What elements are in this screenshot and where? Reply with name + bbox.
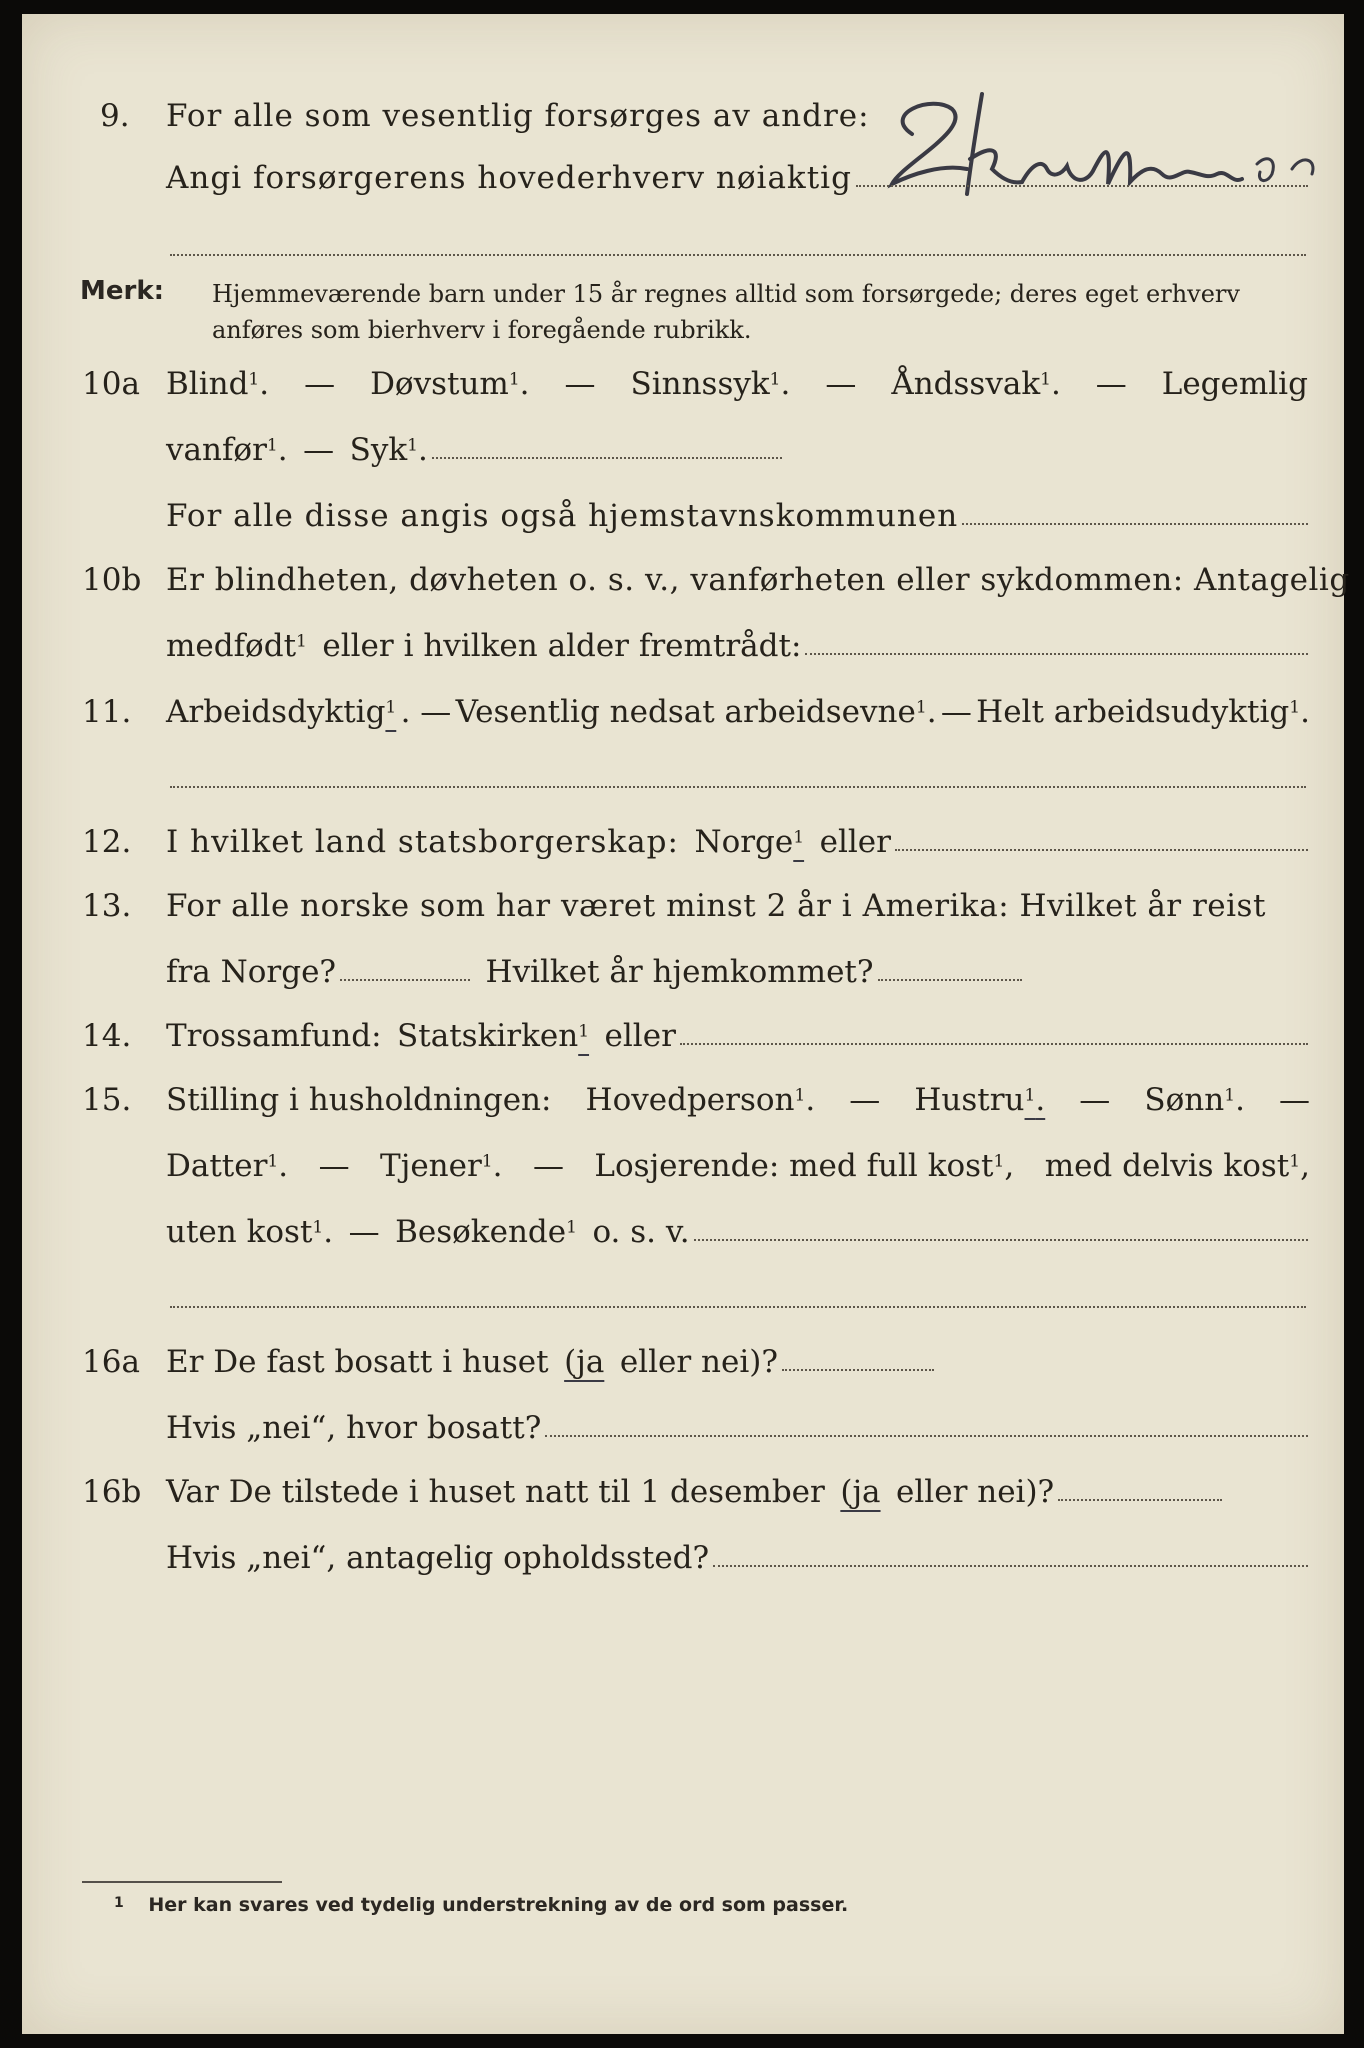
- footnote-text: Her kan svares ved tydelig understrekning av de ord som passer.: [148, 1894, 849, 1916]
- q16b-opholdssted-label: Hvis „nei“, antagelig opholdssted?: [166, 1540, 710, 1576]
- merk-label: Merk:: [80, 276, 165, 306]
- opt-udyktig: Helt arbeidsudyktig$^1$.: [976, 694, 1310, 730]
- opt-legemlig: Legemlig: [1161, 366, 1308, 402]
- footnote-rule: [82, 1881, 282, 1883]
- q11-number: 11.: [82, 694, 132, 730]
- opt-nedsat: Vesentlig nedsat arbeidsevne$^1$.: [455, 694, 937, 730]
- q16a-bosatt-label: Hvis „nei“, hvor bosatt?: [166, 1410, 542, 1446]
- q16a-bosatt-field[interactable]: [545, 1435, 1308, 1437]
- q16b-text: Var De tilstede i huset natt til 1 desember: [166, 1474, 825, 1510]
- census-form-page: [22, 14, 1350, 2034]
- q9-text-2: Angi forsørgerens hovederhverv nøiaktig: [166, 160, 852, 196]
- opt-vanfor: vanfør$^1$.: [166, 432, 288, 468]
- q14-number: 14.: [82, 1018, 132, 1054]
- q12-line: [22, 824, 1308, 874]
- q13-hjemkommet-label: Hvilket år hjemkommet?: [485, 954, 874, 990]
- q10b-alder-label: eller i hvilken alder fremtrådt:: [322, 628, 802, 664]
- q10b-line2: [22, 628, 1308, 678]
- footnote: [114, 1894, 848, 1916]
- q13-number: 13.: [82, 888, 132, 924]
- opt-andssvak: Åndssvak$^1$.: [891, 366, 1061, 402]
- q11-line: 11. Arbeidsdyktig$^1$ . — Vesentlig nedsat arbeidsevne$^1$. — Helt arbeidsudyktig$^1$.: [82, 694, 1310, 730]
- q9-number: 9.: [100, 98, 130, 134]
- opt-norge[interactable]: Norge$^1$: [694, 824, 805, 860]
- opt-medfodt: medfødt$^1$: [166, 628, 307, 664]
- q15-number: 15.: [82, 1082, 132, 1118]
- q10b-line1: [22, 562, 1350, 612]
- q15-label: Stilling i husholdningen:: [166, 1082, 552, 1118]
- q10b-number: 10b: [82, 562, 142, 598]
- q12-tail: eller: [819, 824, 891, 860]
- q10a-hjemstavn-label: For alle disse angis også hjemstavnskommunen: [166, 498, 959, 534]
- q15-line1: 15. Stilling i husholdningen: Hovedperson$^1$. — Hustru$^1$. — Sønn$^1$. —: [82, 1082, 1310, 1118]
- q9-extra-line[interactable]: [170, 254, 1306, 256]
- q13-line2: [22, 954, 1022, 1004]
- footnote-mark: 1: [114, 1895, 124, 1911]
- opt-arbeidsdyktig[interactable]: Arbeidsdyktig$^1$: [166, 694, 397, 730]
- merk-note: [22, 276, 1312, 356]
- q10b-answer-field[interactable]: [805, 653, 1308, 655]
- q10a-line1: 10a Blind$^1$. — Døvstum$^1$. — Sinnssyk$^1$. — Åndssvak$^1$. — Legemlig: [82, 366, 1308, 402]
- q16a-text: Er De fast bosatt i huset: [166, 1344, 549, 1380]
- q10a-answer-field[interactable]: [432, 457, 782, 459]
- q16b-answer-field[interactable]: [1058, 1499, 1222, 1501]
- opt-statskirken[interactable]: Statskirken$^1$: [397, 1018, 590, 1054]
- merk-text: Hjemmeværende barn under 15 år regnes alltid som forsørgede; deres eget erhverv anføres som bierhverv i foregående rubrikk.: [212, 280, 1240, 344]
- q12-label: I hvilket land statsborgerskap:: [166, 824, 679, 860]
- q10a-line3: [22, 498, 1308, 548]
- q16b-line2: [22, 1540, 1308, 1590]
- q11-extra-line[interactable]: [170, 786, 1306, 788]
- q15-line3: uten kost$^1$. — Besøkende$^1$ o. s. v.: [22, 1214, 1308, 1264]
- q9-answer-field[interactable]: [856, 185, 1308, 187]
- q15-osv: o. s. v.: [592, 1214, 690, 1250]
- q16a-number: 16a: [82, 1344, 140, 1380]
- q15-extra-line[interactable]: [170, 1306, 1306, 1308]
- q14-tail: eller: [604, 1018, 676, 1054]
- opt-blind: Blind$^1$.: [166, 366, 270, 402]
- q14-answer-field[interactable]: [680, 1043, 1308, 1045]
- q16a-text-2: eller nei)?: [619, 1344, 778, 1380]
- opt-dovstum: Døvstum$^1$.: [370, 366, 530, 402]
- q9-text: For alle som vesentlig forsørges av andre:: [166, 98, 870, 134]
- opt-16b-ja[interactable]: (ja: [840, 1474, 881, 1510]
- q15-answer-field[interactable]: [694, 1239, 1308, 1241]
- q12-number: 12.: [82, 824, 132, 860]
- opt-tjener: Tjener$^1$.: [380, 1148, 503, 1184]
- q12-answer-field[interactable]: [895, 849, 1308, 851]
- q10a-number: 10a: [82, 366, 140, 402]
- opt-besokende: Besøkende$^1$: [395, 1214, 577, 1250]
- q9-line2: [22, 160, 1308, 210]
- q13-reist-field[interactable]: [340, 979, 470, 981]
- q10a-hjemstavn-field[interactable]: [962, 523, 1308, 525]
- opt-syk: Syk$^1$.: [349, 432, 428, 468]
- q16b-number: 16b: [82, 1474, 142, 1510]
- opt-hustru[interactable]: Hustru$^1$.: [914, 1082, 1046, 1118]
- q15-line2: Datter$^1$. — Tjener$^1$. — Losjerende: med full kost$^1$, med delvis kost$^1$,: [166, 1148, 1310, 1184]
- q13-hjemkommet-field[interactable]: [878, 979, 1022, 981]
- q13-reist-label: fra Norge?: [166, 954, 337, 990]
- opt-datter: Datter$^1$.: [166, 1148, 289, 1184]
- opt-losjerende-full: Losjerende: med full kost$^1$,: [594, 1148, 1015, 1184]
- q13-line1: [22, 888, 1308, 938]
- q16b-line1: [22, 1474, 1222, 1524]
- opt-16a-ja[interactable]: (ja: [564, 1344, 605, 1380]
- q16a-answer-field[interactable]: [782, 1369, 934, 1371]
- q10a-line2: vanfør$^1$. — Syk$^1$.: [22, 432, 782, 482]
- q14-label: Trossamfund:: [166, 1018, 382, 1054]
- q10b-text: Er blindheten, døvheten o. s. v., vanførheten eller sykdommen: Antagelig: [166, 562, 1350, 598]
- opt-uten-kost: uten kost$^1$.: [166, 1214, 334, 1250]
- opt-sonn: Sønn$^1$.: [1144, 1082, 1245, 1118]
- opt-hovedperson: Hovedperson$^1$.: [585, 1082, 816, 1118]
- q16b-opholdssted-field[interactable]: [713, 1565, 1308, 1567]
- q16a-line2: [22, 1410, 1308, 1460]
- q16b-text-2: eller nei)?: [896, 1474, 1055, 1510]
- q16a-line1: [22, 1344, 934, 1394]
- q9-line1: [22, 98, 1302, 148]
- q14-line: [22, 1018, 1308, 1068]
- opt-delvis-kost: med delvis kost$^1$,: [1044, 1148, 1310, 1184]
- q13-text: For alle norske som har været minst 2 år i Amerika: Hvilket år reist: [166, 888, 1266, 924]
- opt-sinnssyk: Sinnssyk$^1$.: [630, 366, 791, 402]
